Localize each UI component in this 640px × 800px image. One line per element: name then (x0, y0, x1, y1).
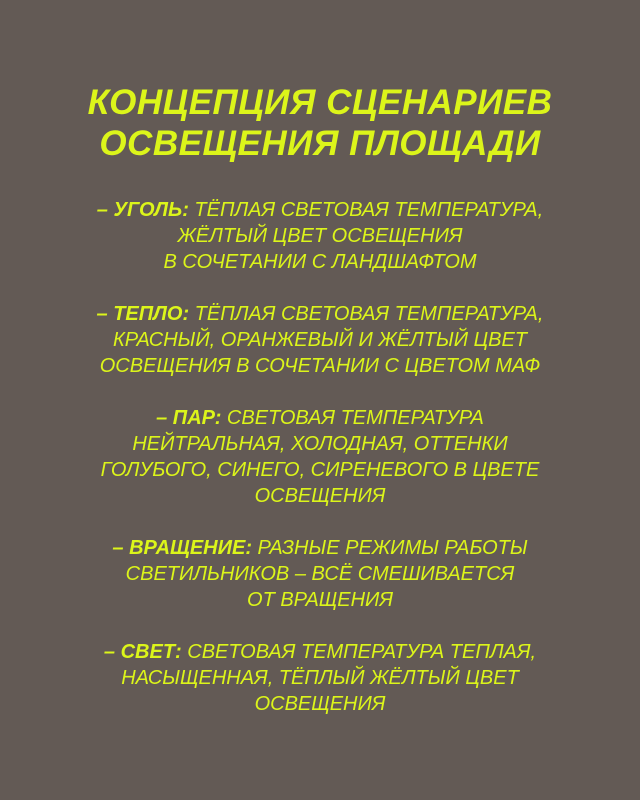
scenario-line: ОСВЕЩЕНИЯ (254, 693, 386, 715)
scenario-first-line (30, 535, 610, 561)
scenario-line: НАСЫЩЕННАЯ, ТЁПЛЫЙ ЖЁЛТЫЙ ЦВЕТ (121, 667, 519, 689)
scenario-first-text: РАЗНЫЕ РЕЖИМЫ РАБОТЫ (251, 537, 528, 559)
scenario-first-text: ТЁПЛАЯ СВЕТОВАЯ ТЕМПЕРАТУРА, (188, 199, 544, 221)
title-line-2: ОСВЕЩЕНИЯ ПЛОЩАДИ (99, 124, 541, 163)
scenario-light (30, 639, 610, 717)
scenario-list (30, 197, 610, 743)
scenario-coal (30, 197, 610, 275)
scenario-line: ЖЁЛТЫЙ ЦВЕТ ОСВЕЩЕНИЯ (177, 225, 463, 247)
scenario-line: СВЕТИЛЬНИКОВ – ВСЁ СМЕШИВАЕТСЯ (125, 563, 515, 585)
scenario-first-text: ТЁПЛАЯ СВЕТОВАЯ ТЕМПЕРАТУРА, (189, 303, 544, 325)
scenario-line: В СОЧЕТАНИИ С ЛАНДШАФТОМ (163, 251, 477, 273)
title-line-1: КОНЦЕПЦИЯ СЦЕНАРИЕВ (87, 83, 553, 122)
scenario-first-text: СВЕТОВАЯ ТЕМПЕРАТУРА ТЕПЛАЯ, (181, 641, 537, 663)
page-title (20, 82, 620, 164)
scenario-line: ОТ ВРАЩЕНИЯ (247, 589, 393, 611)
scenario-first-line (30, 405, 610, 431)
scenario-line: ГОЛУБОГО, СИНЕГО, СИРЕНЕВОГО В ЦВЕТЕ (100, 459, 540, 481)
scenario-first-line (30, 197, 610, 223)
scenario-first-line (30, 301, 610, 327)
scenario-lead: – ТЕПЛО: (96, 303, 190, 325)
scenario-lead: – УГОЛЬ: (96, 199, 189, 221)
scenario-first-line (30, 639, 610, 665)
scenario-rotation (30, 535, 610, 613)
scenario-line: КРАСНЫЙ, ОРАНЖЕВЫЙ И ЖЁЛТЫЙ ЦВЕТ (112, 329, 528, 351)
scenario-lead: – СВЕТ: (103, 641, 182, 663)
scenario-steam (30, 405, 610, 509)
scenario-lead: – ПАР: (156, 407, 222, 429)
scenario-first-text: СВЕТОВАЯ ТЕМПЕРАТУРА (221, 407, 484, 429)
scenario-lead: – ВРАЩЕНИЕ: (112, 537, 252, 559)
scenario-line: ОСВЕЩЕНИЯ (254, 485, 386, 507)
scenario-line: НЕЙТРАЛЬНАЯ, ХОЛОДНАЯ, ОТТЕНКИ (132, 433, 508, 455)
scenario-line: ОСВЕЩЕНИЯ В СОЧЕТАНИИ С ЦВЕТОМ МАФ (99, 355, 541, 377)
scenario-heat (30, 301, 610, 379)
